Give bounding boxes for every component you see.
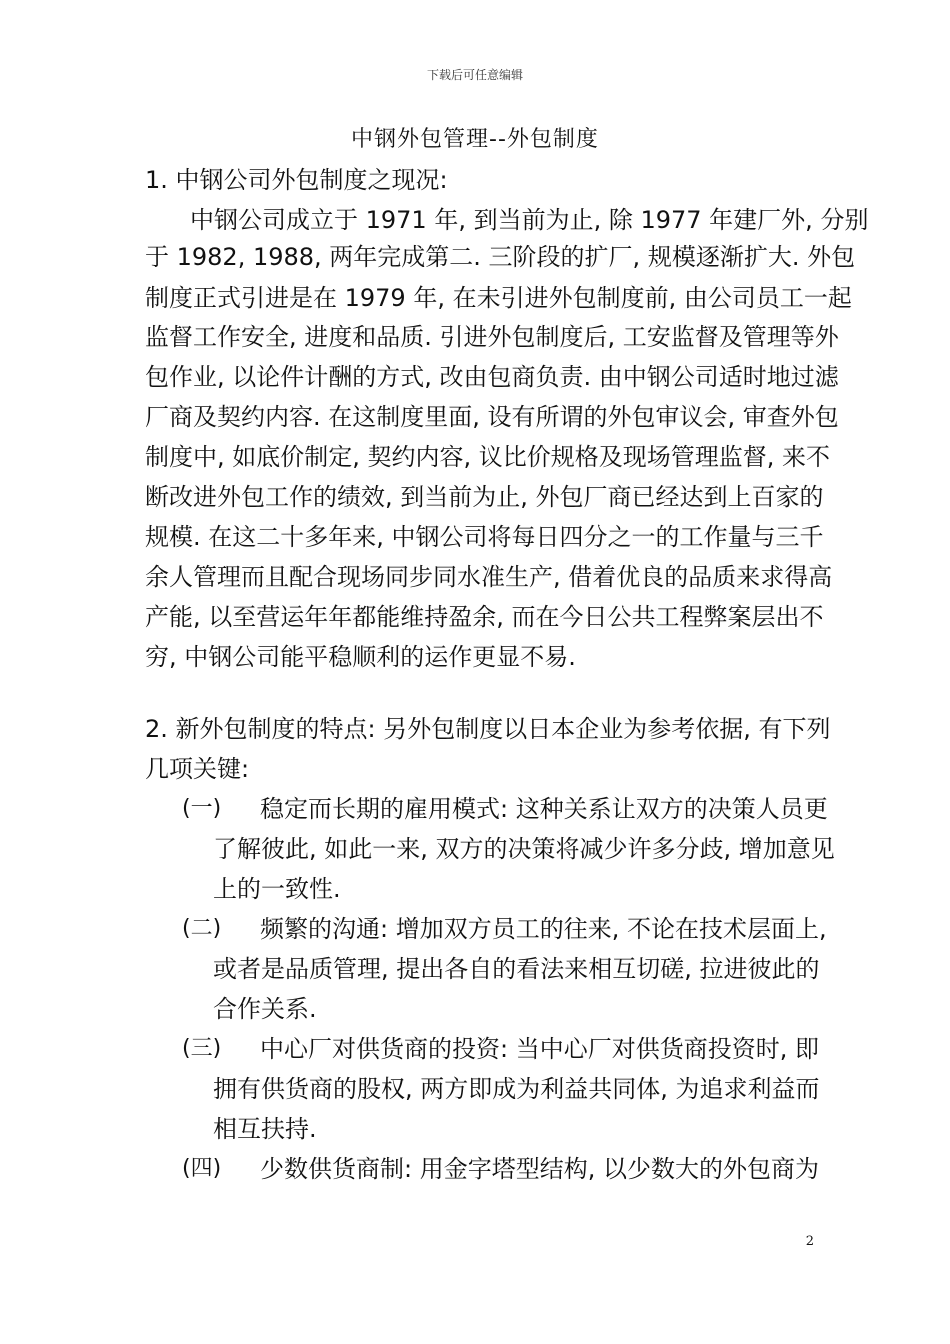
section1-heading: 1. 中钢公司外包制度之现况:	[145, 166, 448, 194]
section1-line: 产能, 以至营运年年都能维持盈余, 而在今日公共工程弊案层出不	[145, 603, 824, 631]
list-item-text: 相互扶持.	[213, 1115, 317, 1143]
list-item-text: 或者是品质管理, 提出各自的看法来相互切磋, 拉进彼此的	[213, 955, 820, 983]
section1-line: 于 1982, 1988, 两年完成第二. 三阶段的扩厂, 规模逐渐扩大. 外包	[145, 243, 856, 271]
section1-line: 监督工作安全, 进度和品质. 引进外包制度后, 工安监督及管理等外	[145, 323, 839, 351]
list-item-text: 了解彼此, 如此一来, 双方的决策将减少许多分歧, 增加意见	[213, 835, 835, 863]
page-number: 2	[805, 1234, 814, 1249]
list-item-text: 稳定而长期的雇用模式: 这种关系让双方的决策人员更	[260, 795, 828, 823]
list-item-text: 少数供货商制: 用金字塔型结构, 以少数大的外包商为	[260, 1155, 819, 1183]
section1-line: 余人管理而且配合现场同步同水准生产, 借着优良的品质来求得高	[145, 563, 833, 591]
list-item-text: 合作关系.	[213, 995, 317, 1023]
header-note: 下载后可任意编辑	[426, 68, 523, 82]
document-title: 中钢外包管理--外包制度	[351, 127, 599, 152]
section1-line: 厂商及契约内容. 在这制度里面, 设有所谓的外包审议会, 审查外包	[145, 403, 839, 431]
list-item-text: 频繁的沟通: 增加双方员工的往来, 不论在技术层面上,	[260, 915, 827, 943]
list-item-label: (一)	[182, 796, 222, 821]
section1-line: 包作业, 以论件计酬的方式, 改由包商负责. 由中钢公司适时地过滤	[145, 363, 839, 391]
list-item-label: (三)	[182, 1036, 222, 1061]
list-item-text: 中心厂对供货商的投资: 当中心厂对供货商投资时, 即	[260, 1035, 819, 1063]
list-item-text: 上的一致性.	[213, 875, 341, 903]
list-item-label: (四)	[182, 1156, 222, 1181]
section2-heading: 几项关键:	[145, 755, 250, 783]
section1-line: 穷, 中钢公司能平稳顺利的运作更显不易.	[145, 643, 576, 671]
section1-line: 规模. 在这二十多年来, 中钢公司将每日四分之一的工作量与三千	[145, 523, 824, 551]
section1-line: 中钢公司成立于 1971 年, 到当前为止, 除 1977 年建厂外, 分别	[190, 206, 869, 234]
section1-line: 制度正式引进是在 1979 年, 在未引进外包制度前, 由公司员工一起	[145, 284, 852, 312]
section1-line: 断改进外包工作的绩效, 到当前为止, 外包厂商已经达到上百家的	[145, 483, 824, 511]
section1-line: 制度中, 如底价制定, 契约内容, 议比价规格及现场管理监督, 来不	[145, 443, 831, 471]
list-item-label: (二)	[182, 916, 222, 941]
section2-heading: 2. 新外包制度的特点: 另外包制度以日本企业为参考依据, 有下列	[145, 715, 831, 743]
list-item-text: 拥有供货商的股权, 两方即成为利益共同体, 为追求利益而	[213, 1075, 820, 1103]
